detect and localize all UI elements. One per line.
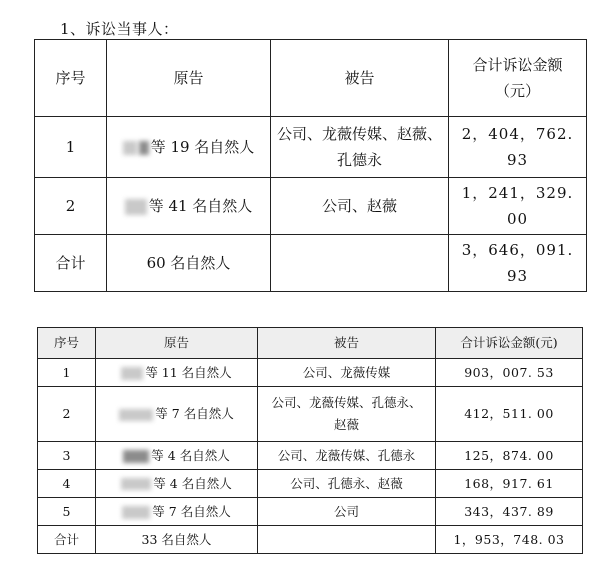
cell-plaintiff: 等 7 名自然人 (96, 498, 258, 526)
header-amount: 合计诉讼金额(元) (436, 328, 583, 359)
redacted-name (119, 409, 153, 421)
header-plaintiff: 原告 (107, 40, 271, 117)
cell-plaintiff: 等 4 名自然人 (96, 470, 258, 498)
redacted-name (125, 199, 147, 215)
table-row (38, 387, 583, 442)
cell-seq: 1 (38, 359, 96, 387)
cell-amount: 1，953，748. 03 (436, 526, 583, 554)
cell-seq: 2 (35, 178, 107, 235)
table-row-total (35, 235, 587, 292)
cell-plaintiff: 等 41 名自然人 (107, 178, 271, 235)
cell-amount: 3，646，091. 93 (449, 235, 587, 292)
table-row (38, 359, 583, 387)
cell-seq: 2 (38, 387, 96, 442)
table-row (35, 178, 587, 235)
cell-defendant (258, 526, 436, 554)
cell-defendant (271, 235, 449, 292)
cell-plaintiff: 33 名自然人 (96, 526, 258, 554)
litigation-table-2 (37, 327, 583, 554)
cell-plaintiff: 等 7 名自然人 (96, 387, 258, 442)
cell-amount: 343，437. 89 (436, 498, 583, 526)
section-heading: 1、诉讼当事人： (60, 20, 179, 38)
header-amount-line2: （元） (494, 82, 540, 100)
redacted-name (121, 367, 143, 380)
cell-amount: 1，241，329. 00 (449, 178, 587, 235)
cell-seq: 合计 (35, 235, 107, 292)
cell-defendant: 公司 (258, 498, 436, 526)
table-row (38, 498, 583, 526)
table-row (35, 117, 587, 178)
header-amount (449, 40, 587, 117)
table-header-row (38, 328, 583, 359)
redacted-name (123, 450, 149, 463)
redacted-name (122, 506, 150, 519)
cell-seq: 合计 (38, 526, 96, 554)
cell-plaintiff: 等 11 名自然人 (96, 359, 258, 387)
header-amount-line1: 合计诉讼金额 (472, 56, 563, 74)
header-defendant: 被告 (258, 328, 436, 359)
cell-amount: 2，404，762. 93 (449, 117, 587, 178)
table-header-row (35, 40, 587, 117)
redacted-name (121, 478, 151, 490)
table-row (38, 442, 583, 470)
header-seq: 序号 (35, 40, 107, 117)
cell-amount: 903，007. 53 (436, 359, 583, 387)
cell-seq: 3 (38, 442, 96, 470)
litigation-table-1 (34, 39, 587, 292)
header-defendant: 被告 (271, 40, 449, 117)
table-row (38, 470, 583, 498)
cell-amount: 125，874. 00 (436, 442, 583, 470)
table-row-total (38, 526, 583, 554)
redacted-name (123, 141, 137, 155)
cell-defendant: 公司、赵薇 (271, 178, 449, 235)
cell-defendant: 公司、龙薇传媒、孔德永、 赵薇 (258, 387, 436, 442)
cell-defendant: 公司、龙薇传媒、赵薇、 孔德永 (271, 117, 449, 178)
cell-seq: 1 (35, 117, 107, 178)
header-plaintiff: 原告 (96, 328, 258, 359)
cell-plaintiff: 60 名自然人 (107, 235, 271, 292)
cell-seq: 4 (38, 470, 96, 498)
cell-plaintiff: 等 19 名自然人 (107, 117, 271, 178)
header-seq: 序号 (38, 328, 96, 359)
cell-defendant: 公司、龙薇传媒、孔德永 (258, 442, 436, 470)
redacted-name (139, 141, 149, 155)
cell-amount: 168，917. 61 (436, 470, 583, 498)
cell-plaintiff: 等 4 名自然人 (96, 442, 258, 470)
cell-seq: 5 (38, 498, 96, 526)
cell-defendant: 公司、龙薇传媒 (258, 359, 436, 387)
cell-defendant: 公司、孔德永、赵薇 (258, 470, 436, 498)
cell-amount: 412，511. 00 (436, 387, 583, 442)
